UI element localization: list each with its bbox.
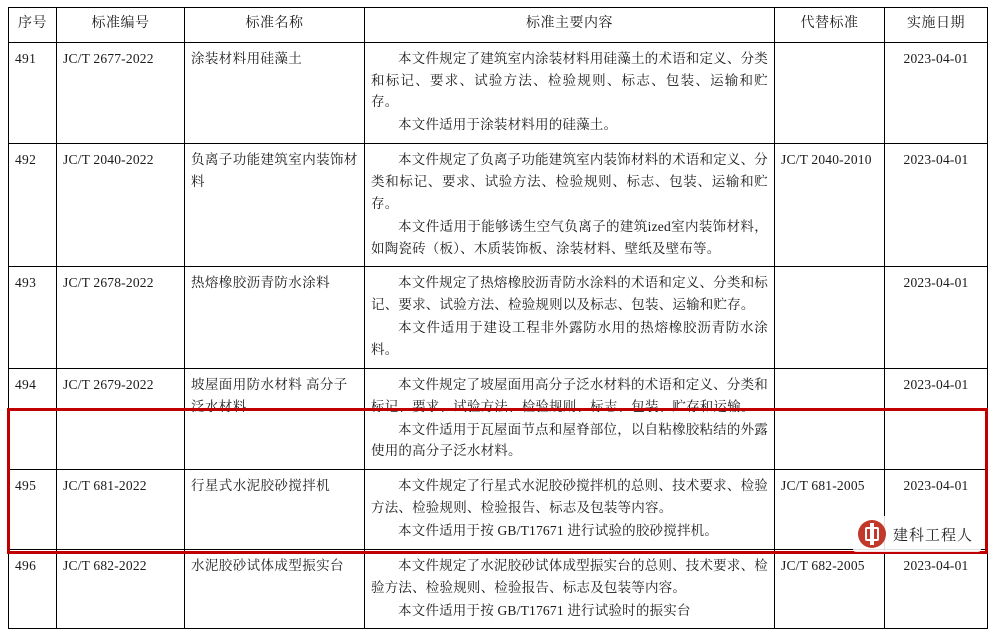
watermark [853,516,981,552]
cell-code: JC/T 682-2022 [57,549,185,629]
cell-name: 热熔橡胶沥青防水涂料 [185,267,365,368]
table-row [9,144,988,267]
cell-replaces [775,267,885,368]
cell-content [365,368,775,469]
cell-date: 2023-04-01 [885,549,988,629]
table-row [9,267,988,368]
cell-date: 2023-04-01 [885,42,988,143]
column-header-replaces: 代替标准 [775,8,885,43]
cell-no: 491 [9,42,57,143]
cell-no: 495 [9,470,57,550]
column-header-no: 序号 [9,8,57,43]
cell-content [365,470,775,550]
cell-name: 涂装材料用硅藻土 [185,42,365,143]
table-row [9,42,988,143]
cell-replaces: JC/T 681-2005 [775,470,885,550]
watermark-label: 建科工程人 [892,526,973,544]
content-paragraph: 本文件规定了负离子功能建筑室内装饰材料的术语和定义、分类和标记、要求、试验方法、检验规则、标志、包装、运输和贮存。 [371,152,768,211]
table-row [9,549,988,629]
cell-code: JC/T 2679-2022 [57,368,185,469]
document-page [0,7,995,618]
cell-code: JC/T 2678-2022 [57,267,185,368]
cell-name: 行星式水泥胶砂搅拌机 [185,470,365,550]
cell-date: 2023-04-01 [885,144,988,267]
content-paragraph: 本文件规定了行星式水泥胶砂搅拌机的总则、技术要求、检验方法、检验规则、检验报告、标志及包装等内容。 [371,478,768,516]
content-paragraph: 本文件适用于涂装材料用的硅藻土。 [398,117,618,133]
content-paragraph: 本文件适用于瓦屋面节点和屋脊部位，以自粘橡胶粘结的外露使用的高分子泛水材料。 [371,421,768,459]
content-paragraph: 本文件适用于能够诱生空气负离子的建筑ized室内装饰材料，如陶瓷砖（板）、木质装饰板、涂装材料、壁纸及壁布等。 [371,218,768,256]
cell-no: 494 [9,368,57,469]
cell-code: JC/T 681-2022 [57,470,185,550]
cell-replaces [775,42,885,143]
cell-replaces [775,368,885,469]
cell-name: 负离子功能建筑室内装饰材料 [185,144,365,267]
cell-date: 2023-04-01 [885,368,988,469]
content-paragraph: 本文件适用于按 GB/T17671 进行试验的胶砂搅拌机。 [398,523,719,538]
content-paragraph: 本文件规定了热熔橡胶沥青防水涂料的术语和定义、分类和标记、要求、试验方法、检验规则以及标志、包装、运输和贮存。 [371,275,768,313]
column-header-content: 标准主要内容 [365,8,775,43]
cell-name: 坡屋面用防水材料 高分子泛水材料 [185,368,365,469]
table-header [9,8,988,43]
content-paragraph: 本文件适用于按 GB/T17671 进行试验时的振实台 [398,602,691,618]
table-row [9,368,988,469]
column-header-code: 标准编号 [57,8,185,43]
cell-content [365,267,775,368]
building-logo-icon [858,520,886,548]
table-row [9,470,988,550]
cell-code: JC/T 2040-2022 [57,144,185,267]
cell-no: 492 [9,144,57,267]
content-paragraph: 本文件适用于建设工程非外露防水用的热熔橡胶沥青防水涂料。 [371,320,768,357]
cell-replaces: JC/T 682-2005 [775,549,885,629]
column-header-date: 实施日期 [885,8,988,43]
cell-no: 496 [9,549,57,629]
cell-content [365,549,775,629]
cell-content [365,42,775,143]
content-paragraph: 本文件规定了水泥胶砂试体成型振实台的总则、技术要求、检验方法、检验规则、检验报告、标志及包装等内容。 [371,557,768,595]
header-row [9,8,988,43]
column-header-name: 标准名称 [185,8,365,43]
table-body [9,42,988,629]
cell-name: 水泥胶砂试体成型振实台 [185,549,365,629]
standards-table [8,7,988,629]
content-paragraph: 本文件规定了坡屋面用高分子泛水材料的术语和定义、分类和标记、要求、试验方法、检验规则、标志、包装、贮存和运输。 [371,376,768,414]
cell-code: JC/T 2677-2022 [57,42,185,143]
cell-no: 493 [9,267,57,368]
cell-content [365,144,775,267]
cell-date: 2023-04-01 [885,267,988,368]
cell-date: 2023-04-01 [885,470,988,550]
cell-replaces: JC/T 2040-2010 [775,144,885,267]
content-paragraph: 本文件规定了建筑室内涂装材料用硅藻土的术语和定义、分类和标记、要求、试验方法、检验规则、标志、包装、运输和贮存。 [371,50,768,110]
